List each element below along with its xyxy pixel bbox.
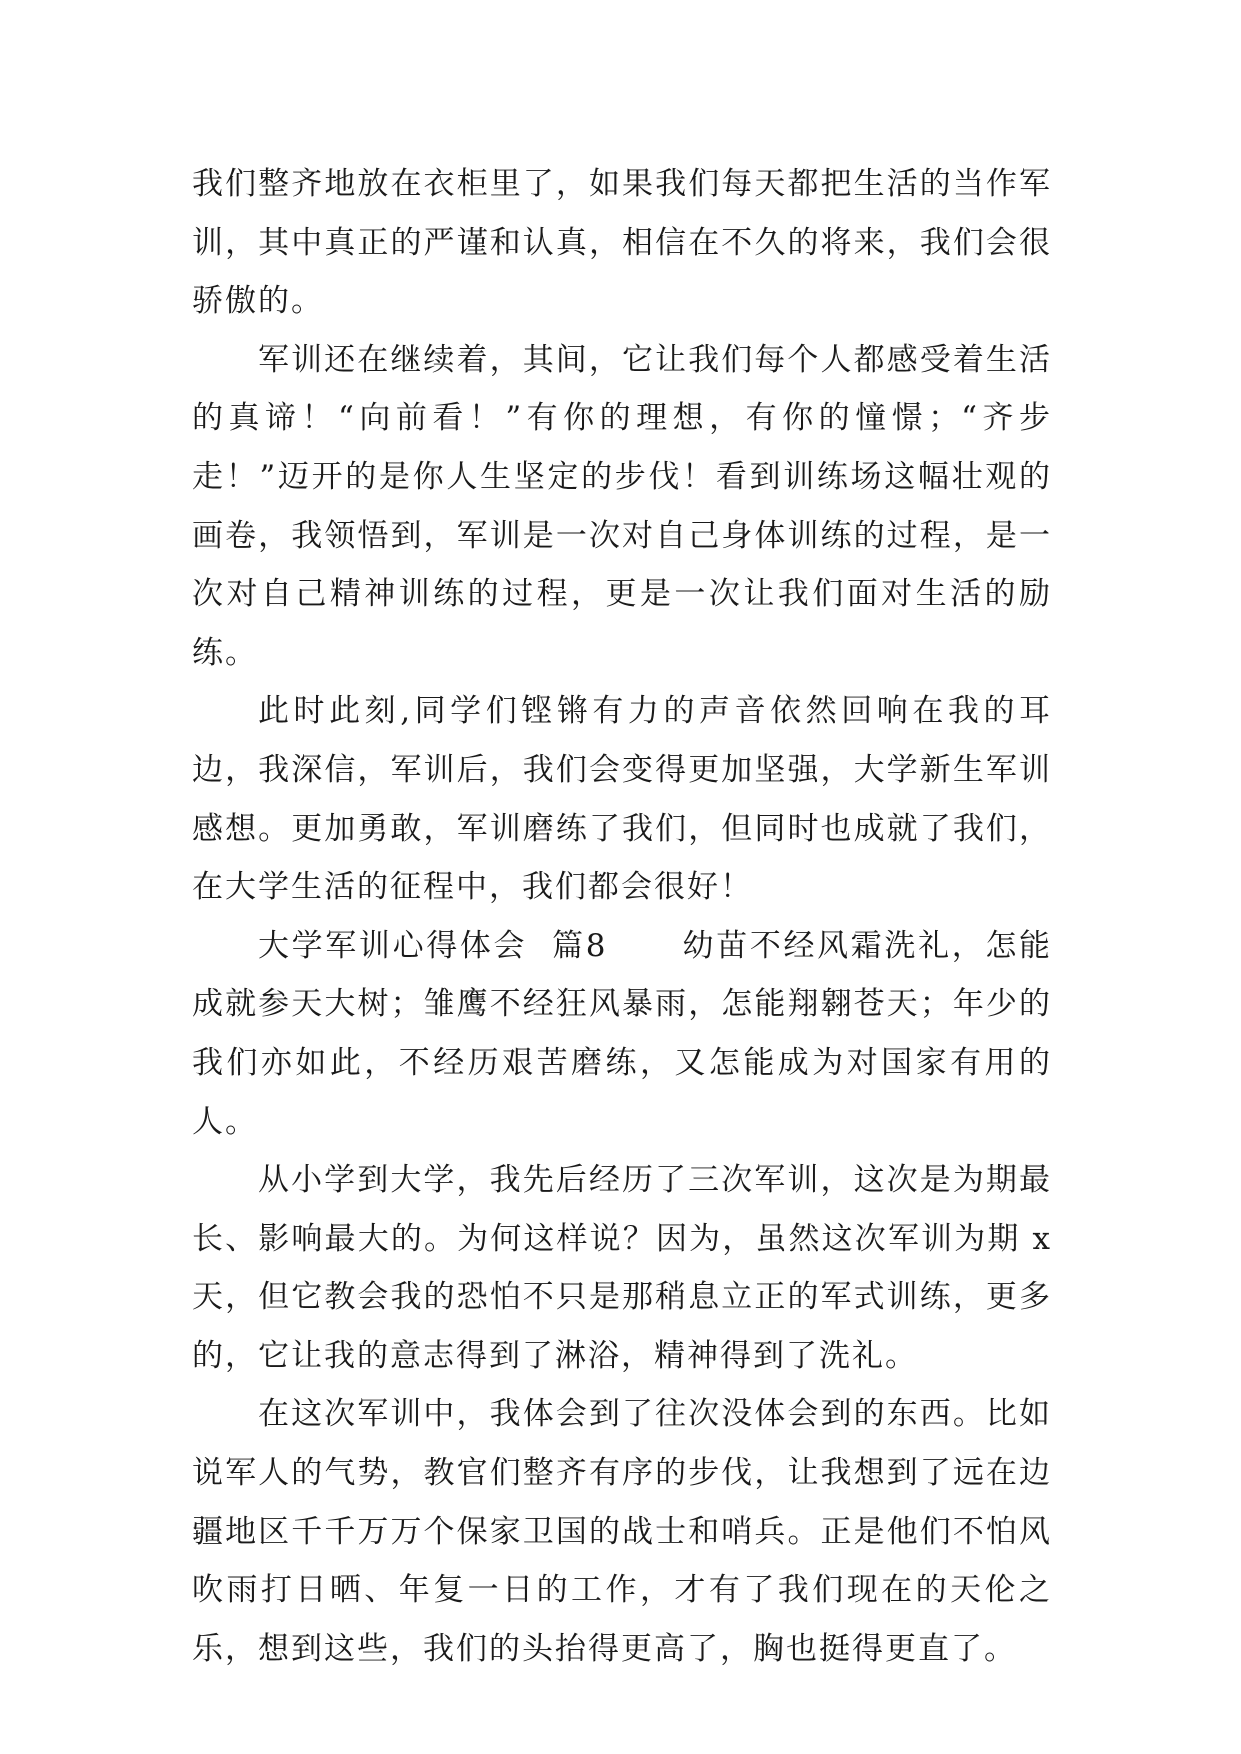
paragraph-5: 从小学到大学，我先后经历了三次军训，这次是为期最长、影响最大的。为何这样说？因为，虽然这次军训为期 x 天，但它教会我的恐怕不只是那稍息立正的军式训练，更多的，它让我的意志得到了淋浴，精神得到了洗礼。: [192, 1162, 1052, 1374]
paragraph-1: 我们整齐地放在衣柜里了，如果我们每天都把生活的当作军训，其中真正的严谨和认真，相信在不久的将来，我们会很骄傲的。: [192, 166, 1052, 320]
document-body: [192, 155, 1052, 1678]
paragraph-4-text: 幼苗不经风霜洗礼，怎能成就参天大树；雏鹰不经狂风暴雨，怎能翔翱苍天；年少的我们亦如此，不经历艰苦磨练，又怎能成为对国家有用的人。: [192, 927, 1053, 1140]
paragraph-4: [192, 917, 1052, 1151]
section-heading: 大学军训心得体会 篇8: [258, 927, 608, 964]
paragraph-6: 在这次军训中，我体会到了往次没体会到的东西。比如说军人的气势，教官们整齐有序的步伐，让我想到了远在边疆地区千千万万个保家卫国的战士和哨兵。正是他们不怕风吹雨打日晒、年复一日的工作，才有了我们现在的天伦之乐，想到这些，我们的头抬得更高了，胸也挺得更直了。: [192, 1396, 1052, 1667]
paragraph-3: 此时此刻,同学们铿锵有力的声音依然回响在我的耳边，我深信，军训后，我们会变得更加坚强，大学新生军训感想。更加勇敢，军训磨练了我们，但同时也成就了我们，在大学生活的征程中，我们都会很好！: [192, 693, 1052, 906]
paragraph-2: 军训还在继续着，其间，它让我们每个人都感受着生活的真谛！“向前看！”有你的理想，有你的憧憬；“齐步走！”迈开的是你人生坚定的步伐！看到训练场这幅壮观的画卷，我领悟到，军训是一次对自己身体训练的过程，是一次对自己精神训练的过程，更是一次让我们面对生活的励练。: [192, 341, 1052, 671]
